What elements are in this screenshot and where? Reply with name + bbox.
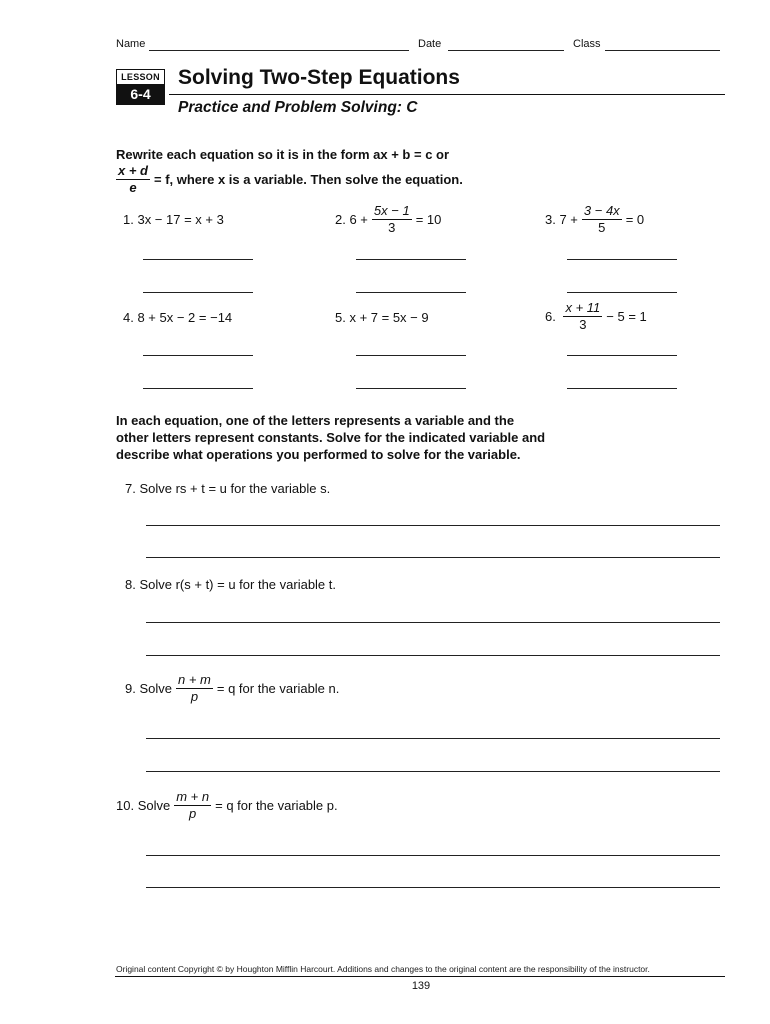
problem-suffix: = q for the variable p. [215,798,338,813]
name-label: Name [116,38,146,50]
problem-prefix: 6 + [349,212,368,227]
name-field[interactable] [149,50,409,51]
problem-equation: 8 + 5x − 2 = −14 [137,310,233,325]
work-line[interactable] [146,622,720,623]
problem-2 [335,204,441,235]
problem-number: 9. [125,681,136,696]
problem-fraction [372,204,412,235]
problem-number: 7. [125,481,136,496]
answer-line[interactable] [143,259,253,260]
problem-number: 6. [545,309,556,324]
fraction-numerator: 3 − 4x [583,203,620,218]
work-line[interactable] [146,525,720,526]
work-line[interactable] [146,855,720,856]
page-number: 139 [411,980,431,992]
work-line[interactable] [146,887,720,888]
answer-line[interactable] [567,388,677,389]
section1-fraction [116,164,150,195]
work-line[interactable] [146,738,720,739]
problem-prefix: Solve [137,798,171,813]
answer-line[interactable] [356,259,466,260]
class-label: Class [573,38,601,50]
problem-number: 4. [123,310,134,325]
problem-fraction [582,204,622,235]
problem-5 [335,310,429,325]
problem-7 [125,481,330,496]
answer-line[interactable] [143,292,253,293]
problem-prefix: 7 + [559,212,578,227]
problem-6 [545,301,647,332]
problem-9 [125,673,339,704]
problem-4 [123,310,232,325]
problem-fraction [174,790,211,821]
lesson-badge [116,69,165,105]
problem-equation: x + 7 = 5x − 9 [349,310,429,325]
problem-equation: 3x − 17 = x + 3 [137,212,224,227]
class-field[interactable] [605,50,720,51]
problem-prefix: Solve [139,681,172,696]
answer-line[interactable] [356,292,466,293]
page-title: Solving Two-Step Equations [178,66,460,89]
title-divider [169,94,725,95]
problem-3 [545,204,644,235]
problem-suffix: = 0 [625,212,645,227]
fraction-numerator: 5x − 1 [373,203,410,218]
problem-text: Solve r(s + t) = u for the variable t. [139,577,336,592]
problem-number: 2. [335,212,346,227]
problem-1 [123,212,224,227]
section2-instruction-line1: In each equation, one of the letters represents a variable and the [116,413,515,428]
fraction-numerator: x + 11 [565,300,601,315]
fraction-denominator: 5 [598,220,606,235]
answer-line[interactable] [143,388,253,389]
problem-number: 1. [123,212,134,227]
answer-line[interactable] [567,355,677,356]
problem-suffix: = q for the variable n. [216,681,340,696]
work-line[interactable] [146,557,720,558]
fraction-numerator: m + n [176,789,210,804]
lesson-label: LESSON [121,72,160,82]
date-field[interactable] [448,50,564,51]
work-line[interactable] [146,655,720,656]
problem-suffix: = 10 [415,212,442,227]
answer-line[interactable] [143,355,253,356]
problem-number: 3. [545,212,556,227]
fraction-denominator: p [189,806,197,821]
footer-divider [115,976,725,977]
problem-number: 5. [335,310,346,325]
answer-line[interactable] [567,292,677,293]
problem-number: 8. [125,577,136,592]
problem-10 [116,790,338,821]
answer-line[interactable] [356,388,466,389]
problem-text: Solve rs + t = u for the variable s. [139,481,331,496]
work-line[interactable] [146,771,720,772]
fraction-numerator: n + m [178,672,211,687]
fraction-numerator: x + d [118,163,148,178]
fraction-denominator: 3 [388,220,396,235]
section2-instruction-line3: describe what operations you performed to solve for the variable. [116,447,521,462]
fraction-denominator: p [190,689,199,704]
section2-instruction-line2: other letters represent constants. Solve for the indicated variable and [116,430,546,445]
problem-number: 10. [116,798,135,813]
problem-fraction [176,673,213,704]
section1-instruction-line2 [116,164,463,195]
lesson-number: 6-4 [117,84,164,104]
fraction-denominator: 3 [579,317,587,332]
page-subtitle: Practice and Problem Solving: C [178,99,418,116]
problem-suffix: − 5 = 1 [606,309,647,324]
answer-line[interactable] [567,259,677,260]
date-label: Date [418,38,442,50]
fraction-denominator: e [129,180,137,195]
section1-instruction-line1: Rewrite each equation so it is in the form ax + b = c or [116,147,450,162]
answer-line[interactable] [356,355,466,356]
copyright-notice: Original content Copyright © by Houghton Mifflin Harcourt. Additions and changes to the original content are the responsibility of the instructor. [116,964,650,974]
problem-8 [125,577,336,592]
section1-instruction-text: = f, where x is a variable. Then solve the equation. [154,172,463,187]
problem-fraction [563,301,602,332]
